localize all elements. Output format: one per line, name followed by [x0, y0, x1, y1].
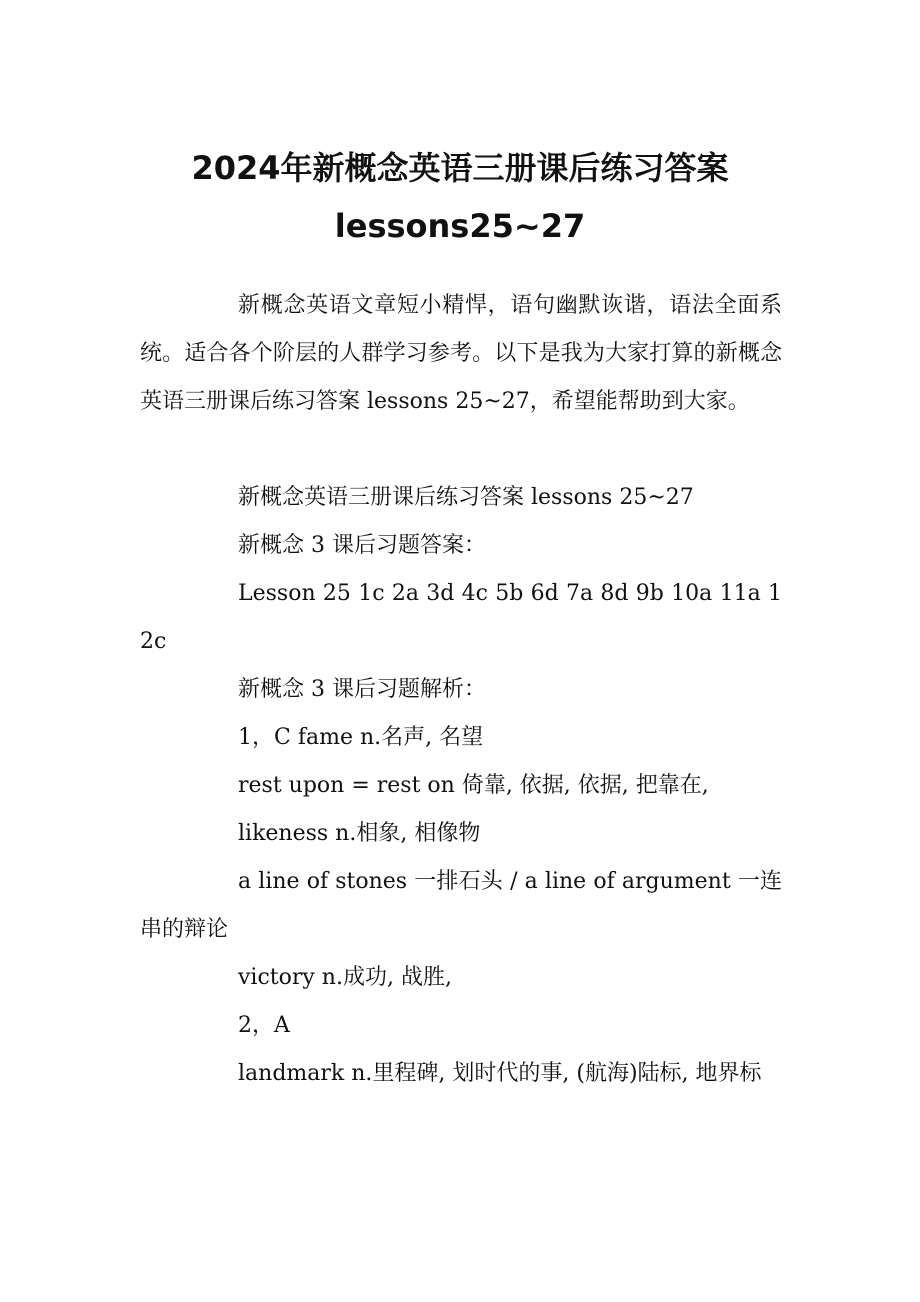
document-title-line-1: 2024年新概念英语三册课后练习答案 — [191, 149, 729, 187]
lesson-25-answers: Lesson 25 1c 2a 3d 4c 5b 6d 7a 8d 9b 10a 11a 12c — [140, 581, 782, 654]
analysis-item: rest upon = rest on 倚靠, 依据, 依据, 把靠在, — [238, 773, 709, 798]
intro-paragraph: 新概念英语文章短小精悍，语句幽默诙谐，语法全面系统。适合各个阶层的人群学习参考。以下是我为大家打算的新概念英语三册课后练习答案 lessons 25~27，希望能帮助到大家。 — [140, 293, 782, 414]
document-title-line-2: lessons25~27 — [334, 207, 586, 245]
section-heading: 新概念英语三册课后练习答案 lessons 25~27 — [238, 485, 694, 510]
document-body — [140, 282, 782, 1098]
paragraph-spacer — [140, 426, 782, 474]
analysis-item: a line of stones 一排石头 / a line of argument 一连串的辩论 — [140, 869, 782, 942]
analysis-item: 2，A — [238, 1013, 290, 1038]
analysis-label: 新概念 3 课后习题解析： — [238, 677, 486, 702]
answers-label: 新概念 3 课后习题答案： — [238, 533, 486, 558]
analysis-item: victory n.成功, 战胜, — [238, 965, 452, 990]
analysis-item: 1，C fame n.名声, 名望 — [238, 725, 484, 750]
analysis-item: landmark n.里程碑, 划时代的事, (航海)陆标, 地界标 — [238, 1061, 762, 1086]
analysis-item: likeness n.相象, 相像物 — [238, 821, 481, 846]
